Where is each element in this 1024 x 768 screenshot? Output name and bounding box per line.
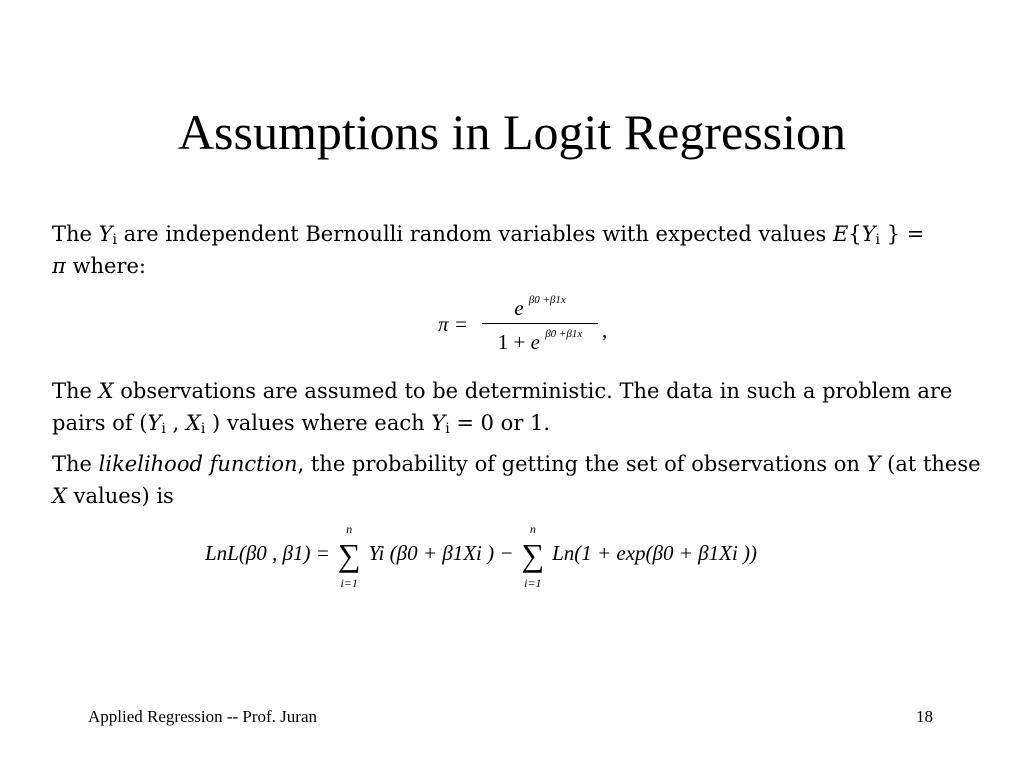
formula-comma: ,: [602, 318, 608, 342]
fraction-bar: [482, 323, 598, 324]
likelihood-term-2: Ln(1 + exp(β0 + β1Xi )): [552, 541, 758, 565]
footer-course: Applied Regression -- Prof. Juran: [88, 707, 317, 726]
denominator-exponent: β0 +β1x: [545, 328, 583, 340]
formula-lhs: π =: [438, 312, 468, 336]
paragraph-deterministic: The X observations are assumed to be deterministic. The data in such a problem are pairs of ($Y_i$ , $X_i$ ) values where each $Y_i = 0$ or 1.: [52, 379, 953, 437]
paragraph-likelihood: The likelihood function, the probability of getting the set of observations on Y (at these X values) is: [52, 452, 981, 508]
likelihood-lhs: LnL(β0 , β1) =: [205, 541, 330, 565]
numerator-e: e: [514, 296, 524, 320]
summation-1: n ∑ i=1: [337, 522, 361, 590]
summation-2: n ∑ i=1: [521, 522, 545, 590]
footer-page-number: 18: [916, 707, 933, 726]
likelihood-formula: [205, 522, 845, 592]
denominator-e: e: [530, 330, 540, 354]
numerator-exponent: β0 +β1x: [528, 294, 566, 306]
denominator-one: 1 +: [497, 330, 531, 354]
paragraph-bernoulli: The $Y_i$ are independent Bernoulli random variables with expected values $E\{Y_i$ } = π where:: [52, 222, 925, 278]
likelihood-term-1: Yi (β0 + β1Xi ) −: [368, 541, 514, 565]
slide-title: Assumptions in Logit Regression: [177, 104, 847, 160]
